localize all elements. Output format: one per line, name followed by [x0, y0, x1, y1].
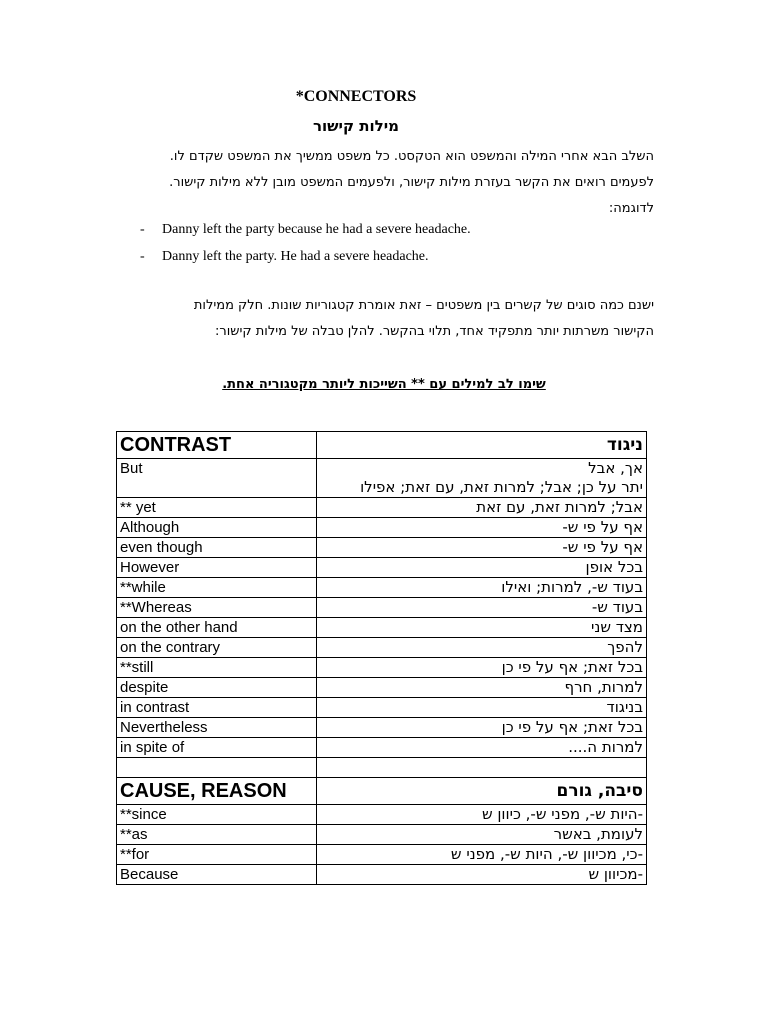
table-row — [117, 718, 647, 738]
connector-english: in contrast — [117, 698, 317, 718]
connector-hebrew: אבל; למרות זאת, עם זאת — [317, 498, 647, 518]
intro-line: לדוגמה: — [608, 201, 654, 216]
connectors-table — [116, 431, 647, 885]
connector-english: **while — [117, 578, 317, 598]
empty-cell — [317, 758, 647, 778]
connector-english: However — [117, 558, 317, 578]
intro-line: לפעמים רואים את הקשר בעזרת מילות קישור, ולפעמים המשפט מובן ללא מילות קישור. — [169, 175, 654, 190]
list-dash: - — [140, 249, 145, 264]
connector-english: Because — [117, 865, 317, 885]
table-row — [117, 578, 647, 598]
table-row — [117, 658, 647, 678]
connector-english: But — [117, 459, 317, 498]
section-title-hebrew: ניגוד — [317, 432, 647, 459]
connector-english: on the contrary — [117, 638, 317, 658]
example-item — [140, 249, 429, 265]
categories-paragraph — [130, 293, 654, 345]
table-row — [117, 498, 647, 518]
translation-line: יתר על כן; אבל; למרות זאת, עם זאת; אפילו — [360, 478, 643, 496]
connector-english: **for — [117, 845, 317, 865]
translation-line: אך, אבל — [588, 459, 643, 477]
connector-english: even though — [117, 538, 317, 558]
connector-english: **Whereas — [117, 598, 317, 618]
paragraph-line: הקישור משרתות יותר מתפקיד אחד, תלוי בהקשר. להלן טבלה של מילות קישור: — [215, 324, 654, 339]
connector-english: Nevertheless — [117, 718, 317, 738]
table-row — [117, 738, 647, 758]
connector-hebrew: -היות ש-, מפני ש-, כיוון ש — [317, 805, 647, 825]
connector-english: Although — [117, 518, 317, 538]
table-row — [117, 698, 647, 718]
intro-line: השלב הבא אחרי המילה והמשפט הוא הטקסט. כל משפט ממשיך את המשפט שקדם לו. — [169, 149, 654, 164]
connector-hebrew: בניגוד — [317, 698, 647, 718]
connector-hebrew: למרות, חרף — [317, 678, 647, 698]
connector-hebrew: אף על פי ש- — [317, 538, 647, 558]
table-row — [117, 618, 647, 638]
table-section-header — [117, 432, 647, 459]
table-row — [117, 845, 647, 865]
section-title-hebrew: סיבה, גורם — [317, 778, 647, 805]
note-heading: שימו לב למילים עם ** השייכות ליותר מקטגוריה אחת. — [222, 377, 546, 392]
table-section-header — [117, 778, 647, 805]
title-english: *CONNECTORS — [295, 88, 417, 105]
example-text: Danny left the party because he had a severe headache. — [162, 222, 471, 237]
connector-hebrew: מצד שני — [317, 618, 647, 638]
connector-hebrew: לעומת, באשר — [317, 825, 647, 845]
connector-hebrew: להפך — [317, 638, 647, 658]
connector-hebrew: בעוד ש-, למרות; ואילו — [317, 578, 647, 598]
connector-english: **as — [117, 825, 317, 845]
empty-cell — [117, 758, 317, 778]
table-row — [117, 518, 647, 538]
paragraph-line: ישנם כמה סוגים של קשרים בין משפטים – זאת אומרת קטגוריות שונות. חלק ממילות — [193, 298, 654, 313]
connector-hebrew: אף על פי ש- — [317, 518, 647, 538]
table-row — [117, 865, 647, 885]
connector-english: on the other hand — [117, 618, 317, 638]
connector-hebrew: בכל זאת; אף על פי כן — [317, 718, 647, 738]
example-text: Danny left the party. He had a severe headache. — [162, 249, 429, 264]
list-dash: - — [140, 222, 145, 237]
intro-paragraph — [130, 144, 654, 222]
title-hebrew: מילות קישור — [313, 117, 399, 135]
section-title-english: CONTRAST — [117, 432, 317, 459]
table-row — [117, 598, 647, 618]
table-row — [117, 638, 647, 658]
connector-english: **since — [117, 805, 317, 825]
example-item — [140, 222, 471, 238]
table-row — [117, 538, 647, 558]
table-row — [117, 558, 647, 578]
connector-hebrew: בעוד ש- — [317, 598, 647, 618]
connector-hebrew: למרות ה.... — [317, 738, 647, 758]
table-row — [117, 805, 647, 825]
section-title-english: CAUSE, REASON — [117, 778, 317, 805]
connector-hebrew: בכל אופן — [317, 558, 647, 578]
connector-english: in spite of — [117, 738, 317, 758]
table-row — [117, 678, 647, 698]
table-row — [117, 459, 647, 498]
connector-hebrew: -מכיוון ש — [317, 865, 647, 885]
connector-english: despite — [117, 678, 317, 698]
connector-hebrew: בכל זאת; אף על פי כן — [317, 658, 647, 678]
table-row — [117, 825, 647, 845]
connector-hebrew: -כי, מכיוון ש-, היות ש-, מפני ש — [317, 845, 647, 865]
table-row-empty — [117, 758, 647, 778]
connector-hebrew — [317, 459, 647, 498]
connector-english: ** yet — [117, 498, 317, 518]
connector-english: **still — [117, 658, 317, 678]
